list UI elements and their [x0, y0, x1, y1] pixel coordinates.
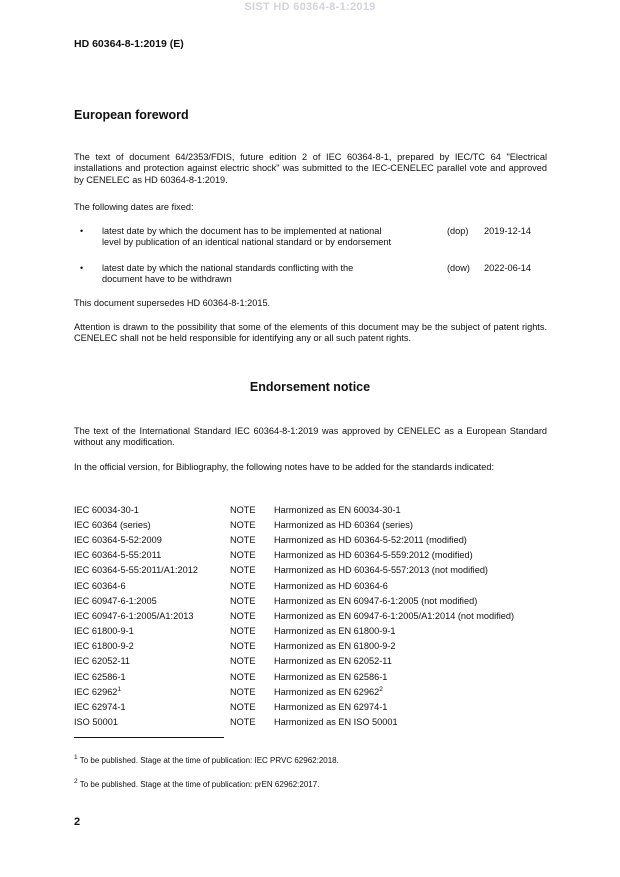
table-row: [74, 563, 514, 578]
bullet-icon: •: [80, 263, 84, 273]
note-cell: NOTE: [230, 641, 256, 652]
harmonized-text: Harmonized as HD 60364-5-52:2011 (modified): [274, 534, 467, 545]
harmonized-text: Harmonized as EN 61800-9-1: [274, 626, 396, 637]
harmonized-cell: [274, 578, 514, 593]
table-row: [74, 639, 514, 654]
standard-cell: [74, 517, 230, 532]
date-code: (dop): [447, 226, 469, 236]
standard-cell: [74, 548, 230, 563]
standard-id: IEC 62586-1: [74, 671, 126, 682]
harmonized-text: Harmonized as EN 62052-11: [274, 656, 392, 667]
standard-cell: [74, 654, 230, 669]
standard-id: IEC 62052-11: [74, 656, 131, 667]
table-row: [74, 654, 514, 669]
endorsement-text: The text of the International Standard IEC 60364-8-1:2019 was approved by CENELEC as a European Standard without any modification.: [74, 426, 547, 448]
note-cell: NOTE: [230, 504, 256, 515]
standard-id: IEC 61800-9-2: [74, 641, 134, 652]
harmonized-text: Harmonized as EN 60947-6-1:2005 (not modified): [274, 595, 478, 606]
footnote-number: 2: [74, 778, 78, 785]
harmonized-text: Harmonized as EN 62962: [274, 686, 380, 697]
harmonized-cell: [274, 684, 514, 699]
standard-cell: [74, 669, 230, 684]
date-item-dow: [102, 263, 432, 286]
standard-cell: [74, 715, 230, 730]
harmonized-cell: [274, 593, 514, 608]
harmonized-cell: [274, 517, 514, 532]
standard-cell: [74, 684, 230, 699]
standard-id: IEC 60364-6: [74, 580, 126, 591]
standard-cell: [74, 593, 230, 608]
standard-cell: [74, 639, 230, 654]
date-item-line: latest date by which the document has to be implemented at national: [102, 226, 382, 236]
note-cell: NOTE: [230, 626, 256, 637]
standard-id: ISO 50001: [74, 717, 118, 728]
note-cell: NOTE: [230, 534, 256, 545]
table-row: [74, 624, 514, 639]
table-row: [74, 715, 514, 730]
harmonized-text: Harmonized as EN 60947-6-1:2005/A1:2014 (not modified): [274, 610, 515, 621]
note-cell: NOTE: [230, 580, 256, 591]
standard-id: IEC 62962: [74, 686, 118, 697]
harmonized-cell: [274, 502, 514, 517]
foreword-intro: The text of document 64/2353/FDIS, future edition 2 of IEC 60364-8-1, prepared by IEC/TC 64 "Electrical installations and protection against electric shock" was submitted to the IEC-CENELEC parallel vote and approved by CENELEC as HD 60364-8-1:2019.: [74, 152, 547, 185]
footnote-divider: [74, 737, 224, 738]
standard-id: IEC 61800-9-1: [74, 626, 134, 637]
harmonized-text: Harmonized as HD 60364-6: [274, 580, 388, 591]
note-cell: NOTE: [230, 671, 256, 682]
footnote-2: [74, 780, 319, 789]
dates-intro: The following dates are fixed:: [74, 202, 194, 212]
foreword-title: European foreword: [74, 108, 189, 122]
standard-id: IEC 62974-1: [74, 702, 126, 713]
table-row: [74, 593, 514, 608]
harmonized-cell: [274, 669, 514, 684]
table-row: [74, 608, 514, 623]
standard-id: IEC 60364-5-52:2009: [74, 534, 162, 545]
table-row: [74, 684, 514, 699]
note-cell: NOTE: [230, 702, 256, 713]
bullet-icon: •: [80, 226, 84, 236]
date-value: 2022-06-14: [484, 263, 531, 273]
standard-cell: [74, 578, 230, 593]
standard-id: IEC 60364-5-55:2011/A1:2012: [74, 565, 198, 576]
table-row: [74, 699, 514, 714]
bibliography-text: In the official version, for Bibliography, the following notes have to be added for the standards indicated:: [74, 462, 494, 472]
note-cell: NOTE: [230, 519, 256, 530]
harmonized-text: Harmonized as EN 61800-9-2: [274, 641, 396, 652]
standard-cell: [74, 563, 230, 578]
standard-id: IEC 60364-5-55:2011: [74, 550, 162, 561]
harmonized-cell: [274, 639, 514, 654]
table-row: [74, 578, 514, 593]
harmonized-text: Harmonized as EN 60034-30-1: [274, 504, 401, 515]
supersedes-text: This document supersedes HD 60364-8-1:2015.: [74, 298, 271, 308]
endorsement-title: Endorsement notice: [249, 380, 371, 394]
harmonized-text: Harmonized as HD 60364-5-557:2013 (not modified): [274, 565, 488, 576]
note-cell: NOTE: [230, 550, 256, 561]
footnote-text: To be published. Stage at the time of publication: IEC PRVC 62962:2018.: [77, 756, 339, 765]
date-item-dop: [102, 226, 432, 249]
harmonization-table: [74, 502, 514, 730]
footnote-number: 1: [74, 754, 78, 761]
watermark: SIST HD 60364-8-1:2019: [244, 1, 376, 13]
table-row: [74, 669, 514, 684]
table-row: [74, 548, 514, 563]
harmonized-text: Harmonized as EN 62586-1: [274, 671, 388, 682]
note-cell: NOTE: [230, 565, 256, 576]
standard-cell: [74, 532, 230, 547]
harmonized-cell: [274, 654, 514, 669]
harmonized-cell: [274, 608, 514, 623]
harmonized-cell: [274, 624, 514, 639]
note-cell: NOTE: [230, 610, 256, 621]
harmonized-text: Harmonized as HD 60364-5-559:2012 (modified): [274, 550, 473, 561]
note-cell: NOTE: [230, 656, 256, 667]
standard-id: IEC 60947-6-1:2005/A1:2013: [74, 610, 194, 621]
footnote-ref: 2: [379, 685, 383, 693]
date-item-line: latest date by which the national standards conflicting with the: [102, 263, 354, 273]
standard-cell: [74, 608, 230, 623]
standard-id: IEC 60364 (series): [74, 519, 151, 530]
harmonized-text: Harmonized as EN 62974-1: [274, 702, 388, 713]
note-cell: NOTE: [230, 595, 256, 606]
table-row: [74, 532, 514, 547]
note-cell: NOTE: [230, 686, 256, 697]
harmonized-text: Harmonized as EN ISO 50001: [274, 717, 398, 728]
date-item-line: level by publication of an identical national standard or by endorsement: [102, 237, 392, 248]
date-item-line: document have to be withdrawn: [102, 274, 232, 285]
footnote-ref: 1: [117, 685, 122, 693]
standard-cell: [74, 699, 230, 714]
harmonized-cell: [274, 715, 514, 730]
standard-cell: [74, 624, 230, 639]
harmonized-cell: [274, 548, 514, 563]
table-row: [74, 502, 514, 517]
date-value: 2019-12-14: [484, 226, 531, 236]
date-code: (dow): [447, 263, 470, 273]
table-row: [74, 517, 514, 532]
harmonized-cell: [274, 563, 514, 578]
harmonized-text: Harmonized as HD 60364 (series): [274, 519, 413, 530]
footnote-text: To be published. Stage at the time of publication: prEN 62962:2017.: [77, 780, 320, 789]
standard-id: IEC 60947-6-1:2005: [74, 595, 157, 606]
document-header: HD 60364-8-1:2019 (E): [74, 38, 184, 50]
attention-text: Attention is drawn to the possibility that some of the elements of this document may be the subject of patent rights. CENELEC shall not be held responsible for identifying any or all such patent rights.: [74, 322, 547, 344]
page-number: 2: [74, 816, 81, 828]
standard-id: IEC 60034-30-1: [74, 504, 139, 515]
note-cell: NOTE: [230, 717, 256, 728]
harmonized-cell: [274, 699, 514, 714]
standard-cell: [74, 502, 230, 517]
harmonized-cell: [274, 532, 514, 547]
footnote-1: [74, 756, 339, 765]
